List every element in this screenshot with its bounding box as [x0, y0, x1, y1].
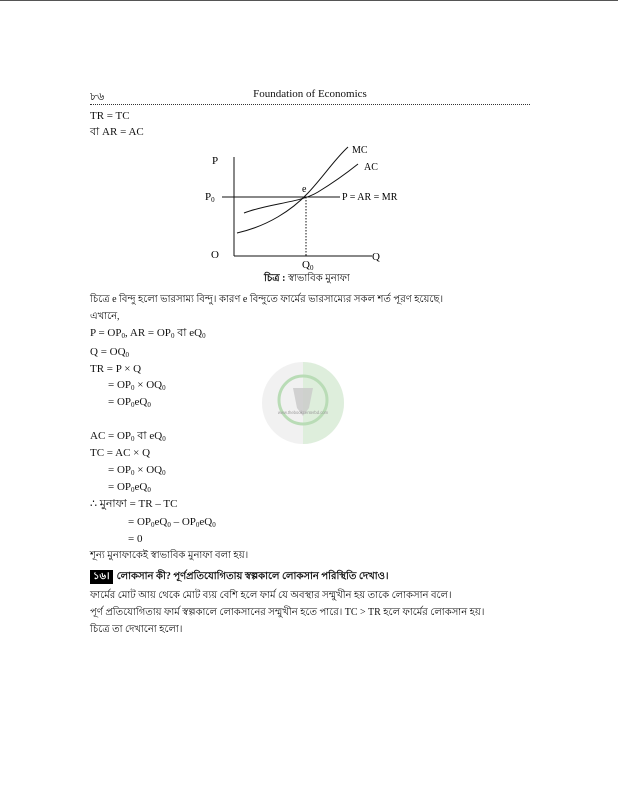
answer-paragraph-2: পূর্ণ প্রতিযোগিতায় ফার্ম স্বল্পকালে লোকসানের সম্মুখীন হতে পারে। TC > TR হলে ফার্মের লোকসান হয়। [90, 607, 485, 618]
label-ac: AC [364, 162, 378, 173]
label-price-line: P = AR = MR [342, 192, 398, 203]
label-o: O [211, 249, 219, 261]
label-p: P [212, 155, 219, 167]
equation-tc-result: = $OP_0eQ_0$ [108, 481, 151, 494]
equation-ac: AC = $OP_0$ বা $eQ_0$ [90, 430, 166, 443]
equation-tc-expand: = $OP_0 \times OQ_0$ [108, 464, 166, 477]
label-p0-sub: 0 [211, 196, 215, 204]
question-text: লোকসান কী? পূর্ণপ্রতিযোগিতায় স্বল্পকালে লোকসান পরিস্থিতি দেখাও। [116, 571, 389, 582]
equilibrium-sentence: চিত্রে e বিন্দু হলো ভারসাম্য বিন্দু। কারণ e বিন্দুতে ফার্মের ভারসাম্যের সকল শর্ত পূরণ হয়েছে। [90, 294, 444, 305]
conclusion-sentence: শূন্য মুনাফাকেই স্বাভাবিক মুনাফা বলা হয়। [90, 550, 249, 561]
answer-paragraph-3: চিত্রে তা দেখানো হলো। [90, 624, 183, 635]
figure-caption: চিত্র : স্বাভাবিক মুনাফা [264, 273, 350, 284]
label-q0: Q0 [302, 259, 314, 272]
equation-tc: TC = AC × Q [90, 447, 151, 459]
label-e: e [302, 184, 307, 195]
here-label: এখানে, [90, 311, 120, 322]
equation-q: $Q = OQ_0$ [90, 346, 130, 359]
page-number: ৮৬ [90, 91, 105, 103]
book-title: Foundation of Economics [253, 88, 367, 100]
ac-curve [244, 164, 358, 213]
question-16 [90, 570, 389, 584]
label-q: Q [372, 251, 380, 263]
equation-profit-expand: = $OP_0eQ_0 - OP_0eQ_0$ [128, 516, 216, 529]
equation-p-ar: $P = OP_0$, AR = $OP_0$ বা $eQ_0$ [90, 327, 206, 340]
equation-tr-expand: = $OP_0 \times OQ_0$ [108, 379, 166, 392]
equation-tr-tc: TR = TC [90, 110, 130, 122]
label-p0: P0 [205, 191, 215, 204]
equation-ar-ac: বা AR = AC [90, 126, 144, 138]
label-mc: MC [352, 145, 368, 156]
equation-tr-result: = $OP_0eQ_0$ [108, 396, 151, 409]
question-number-badge: ১৬। [90, 570, 113, 584]
label-q0-sub: 0 [309, 264, 314, 272]
watermark-url: www.thebookcenterbd.com [277, 410, 329, 415]
equation-profit: ∴ মুনাফা = TR – TC [90, 498, 178, 510]
mc-curve [237, 147, 348, 233]
equation-tr: TR = P × Q [90, 363, 142, 375]
publisher-watermark-logo [260, 360, 346, 446]
answer-paragraph-1: ফার্মের মোট আয় থেকে মোট ব্যয় বেশি হলে ফার্ম যে অবস্থার সম্মুখীন হয় তাকে লোকসান বলে। [90, 590, 452, 601]
equation-profit-zero: = 0 [128, 533, 143, 545]
